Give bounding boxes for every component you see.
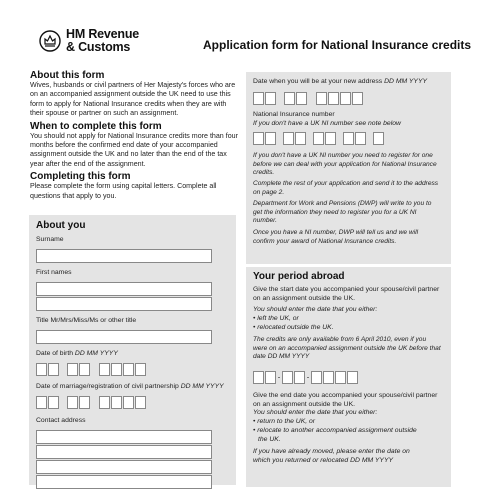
- marriage-day-1[interactable]: [36, 396, 47, 409]
- marriage-year-3[interactable]: [123, 396, 134, 409]
- new-address-day-1[interactable]: [253, 92, 264, 105]
- start-bullet-2: • relocated outside the UK.: [253, 324, 334, 331]
- when-heading: When to complete this form: [30, 120, 162, 132]
- marriage-label-text: Date of marriage/registration of civil partnership: [36, 383, 179, 390]
- ni-note-3: Department for Work and Pensions (DWP) will write to you to get the information they need to register you for a UK NI number.: [253, 200, 432, 225]
- ni-box-1[interactable]: [253, 132, 264, 145]
- dob-day-1[interactable]: [36, 363, 47, 376]
- moved-note-1: If you have already moved, please enter the date on: [253, 448, 410, 455]
- moved-note-hint: DD MM YYYY: [350, 457, 394, 464]
- start-day-1[interactable]: [253, 371, 264, 384]
- dob-label-text: Date of birth: [36, 350, 74, 357]
- start-bullet-1: • left the UK, or: [253, 315, 299, 322]
- new-address-date-label: [253, 78, 427, 87]
- intro-section: [30, 70, 240, 203]
- marriage-label: [36, 383, 224, 392]
- about-you-panel: [29, 215, 236, 485]
- marriage-year-1[interactable]: [99, 396, 110, 409]
- ni-box-5[interactable]: [313, 132, 324, 145]
- form-title: Application form for National Insurance credits: [203, 38, 472, 52]
- moved-note-2: [253, 457, 393, 466]
- start-year-3[interactable]: [335, 371, 346, 384]
- address-field-4[interactable]: [36, 475, 212, 489]
- completing-heading: Completing this form: [30, 171, 131, 183]
- credits-note-hint: DD MM YYYY: [267, 353, 310, 361]
- new-address-date-text: Date when you will be at your new address: [253, 78, 383, 85]
- end-intro: You should enter the date that you either:: [253, 409, 378, 416]
- ni-note-2: Complete the rest of your application and send it to the address on page 2.: [253, 180, 439, 196]
- moved-note-2-text: which you returned or relocated: [253, 457, 349, 464]
- end-bullet-1: • return to the UK, or: [253, 418, 316, 425]
- dob-day-2[interactable]: [48, 363, 59, 376]
- about-you-heading: About you: [36, 220, 86, 231]
- dob-month-1[interactable]: [67, 363, 78, 376]
- start-question: Give the start date you accompanied your spouse/civil partner on an assignment outside the UK.: [253, 286, 440, 302]
- ni-box-7[interactable]: [343, 132, 354, 145]
- address-field-2[interactable]: [36, 445, 212, 459]
- end-bullet-2: • relocate to another accompanied assignment outside: [253, 427, 417, 434]
- header: [0, 0, 480, 66]
- completing-text: Please complete the form using capital letters. Complete all questions that apply to you.: [30, 182, 217, 200]
- credits-note: [253, 336, 441, 362]
- dob-label: [36, 350, 118, 359]
- ni-note-1: If you don't have a UK NI number you need to register for one before we can deal with your application for National Insurance credits.: [253, 152, 437, 177]
- start-month-2[interactable]: [294, 371, 305, 384]
- marriage-day-2[interactable]: [48, 396, 59, 409]
- brand-line-1: HM Revenue: [66, 27, 140, 41]
- start-date-separator-1: [278, 377, 280, 378]
- new-address-year-1[interactable]: [316, 92, 327, 105]
- marriage-month-1[interactable]: [67, 396, 78, 409]
- marriage-year-4[interactable]: [135, 396, 146, 409]
- end-bullet-2b: the UK.: [258, 436, 281, 443]
- period-abroad-panel: [246, 267, 451, 487]
- address-field-1[interactable]: [36, 430, 212, 444]
- hmrc-logo-text: [66, 28, 139, 54]
- when-text: You should not apply for National Insurance credits more than four months before the confirmed end date of your accompanied assignment outside the UK and no later than the end of the tax year after the end of the assignment.: [30, 131, 238, 168]
- dob-hint: DD MM YYYY: [74, 350, 118, 357]
- new-address-date-hint: DD MM YYYY: [384, 78, 428, 85]
- start-year-2[interactable]: [323, 371, 334, 384]
- ni-box-2[interactable]: [265, 132, 276, 145]
- ni-note-4: Once you have a NI number, DWP will tell us and we will confirm your award of National Insurance credits.: [253, 229, 419, 245]
- ni-box-9[interactable]: [373, 132, 384, 145]
- new-address-day-2[interactable]: [265, 92, 276, 105]
- ni-number-label: National Insurance number: [253, 111, 335, 118]
- ni-number-hint: If you don't have a UK NI number see note below: [253, 120, 401, 127]
- brand-line-2: & Customs: [66, 40, 131, 54]
- new-address-month-2[interactable]: [296, 92, 307, 105]
- first-names-field-1[interactable]: [36, 282, 212, 296]
- surname-label: Surname: [36, 236, 64, 243]
- dob-year-2[interactable]: [111, 363, 122, 376]
- new-address-year-3[interactable]: [340, 92, 351, 105]
- start-year-4[interactable]: [347, 371, 358, 384]
- dob-year-1[interactable]: [99, 363, 110, 376]
- ni-box-8[interactable]: [355, 132, 366, 145]
- title-field[interactable]: [36, 330, 212, 344]
- about-form-text: Wives, husbands or civil partners of Her Majesty's forces who are on an accompanied assignment outside the UK need to use this form to apply for National Insurance credits when they are with their spouse or partner on such an assignment.: [30, 81, 236, 118]
- dob-year-4[interactable]: [135, 363, 146, 376]
- surname-field[interactable]: [36, 249, 212, 263]
- marriage-year-2[interactable]: [111, 396, 122, 409]
- marriage-hint: DD MM YYYY: [180, 383, 224, 390]
- new-address-month-1[interactable]: [284, 92, 295, 105]
- address-field-3[interactable]: [36, 460, 212, 474]
- title-label: Title Mr/Mrs/Miss/Ms or other title: [36, 317, 137, 324]
- ni-box-3[interactable]: [283, 132, 294, 145]
- period-abroad-heading: Your period abroad: [253, 271, 345, 282]
- ni-box-6[interactable]: [325, 132, 336, 145]
- marriage-month-2[interactable]: [79, 396, 90, 409]
- start-day-2[interactable]: [265, 371, 276, 384]
- first-names-field-2[interactable]: [36, 297, 212, 311]
- credits-note-text: The credits are only available from 6 April 2010, even if you were on an accompanied assignment outside the UK before that date: [253, 336, 441, 361]
- dob-year-3[interactable]: [123, 363, 134, 376]
- start-year-1[interactable]: [311, 371, 322, 384]
- about-form-heading: About this form: [30, 70, 105, 81]
- end-question: Give the end date you accompanied your spouse/civil partner on an assignment outside the UK.: [253, 392, 438, 408]
- address-label: Contact address: [36, 417, 86, 424]
- start-month-1[interactable]: [282, 371, 293, 384]
- start-intro: You should enter the date that you either:: [253, 306, 378, 313]
- ni-number-panel: [246, 72, 451, 264]
- start-date-separator-2: [307, 377, 309, 378]
- royal-crest-icon: [39, 30, 61, 52]
- new-address-year-2[interactable]: [328, 92, 339, 105]
- new-address-year-4[interactable]: [352, 92, 363, 105]
- first-names-label: First names: [36, 269, 72, 276]
- dob-month-2[interactable]: [79, 363, 90, 376]
- ni-box-4[interactable]: [295, 132, 306, 145]
